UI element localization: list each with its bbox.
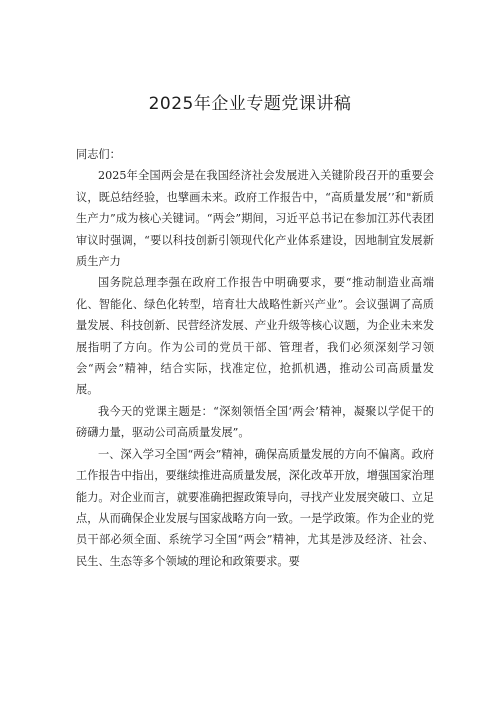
paragraph: 我今天的党课主题是：“深刻领悟全国‘两会’精神，凝聚以学促干的磅礴力量，驱动公司高质量发展”。	[76, 404, 434, 440]
document-body	[76, 144, 434, 572]
paragraph: 国务院总理李强在政府工作报告中明确要求，要“推动制造业高端化、智能化、绿色化转型，培育壮大战略性新兴产业”。会议强调了高质量发展、科技创新、民营经济发展、产业升级等核心议题，为企业未来发展指明了方向。作为公司的党员干部、管理者，我们必须深刻学习领会“两会”精神，结合实际，找准定位，抢抓机遇，推动公司高质量发展。	[76, 276, 435, 397]
greeting-line: 同志们：	[76, 148, 121, 161]
paragraph: 一、深入学习全国“两会”精神，确保高质量发展的方向不偏离。政府工作报告中指出，要继续推进高质量发展，深化改革开放，增强国家治理能力。对企业而言，就要准确把握政策导向，寻找产业发展突破口、立足点，从而确保企业发展与国家战略方向一致。一是学政策。作为企业的党员干部必须全面、系统学习全国“两会”精神，尤其是涉及经济、社会、民生、生态等多个领域的理论和政策要求。要	[76, 447, 435, 568]
document-title: 2025年企业专题党课讲稿	[148, 94, 352, 114]
paragraph: 2025年全国两会是在我国经济社会发展进入关键阶段召开的重要会议，既总结经验，也擘画未来。政府工作报告中，“高质量发展’’和"新质生产力”成为核心关键词。“两会”期间，习近平总书记在参加江苏代表团审议时强调，“要以科技创新引领现代化产业体系建设，因地制宜发展新质生产力	[76, 169, 434, 269]
